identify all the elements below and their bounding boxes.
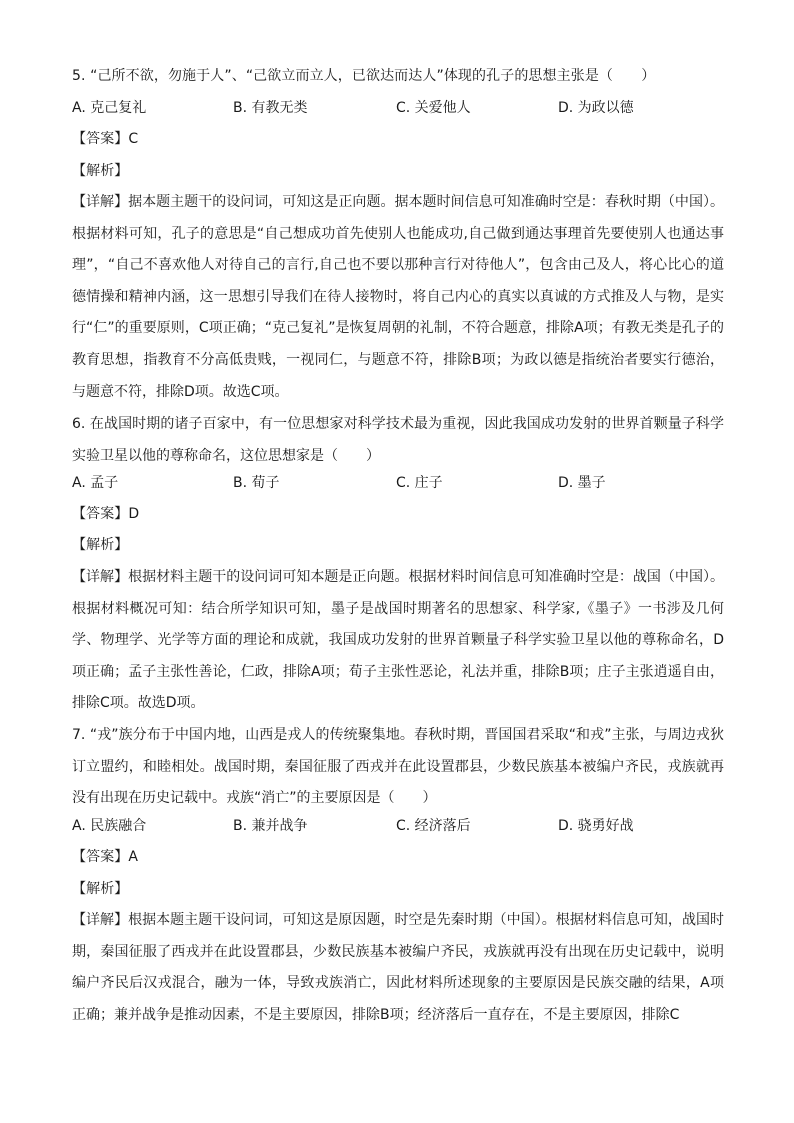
question-6-option-b: B. 荀子 — [233, 475, 280, 491]
question-5-analysis-label: 【解析】 — [72, 163, 129, 179]
question-7-option-c: C. 经济落后 — [396, 818, 471, 834]
question-7-detail: 【详解】根据本题主题干设问词，可知这是原因题，时空是先秦时期（中国）。根据材料信息可知，战国时期，秦国征服了西戎并在此设置郡县，少数民族基本被编户齐民，戎族就再没有出现在历史记载中，说明编户齐民后汉戎混合，融为一体，导致戎族消亡，因此材料所述现象的主要原因是民族交融的结果，A项正确；兼并战争是推动因素，不是主要原因，排除B项；经济落后一直存在，不是主要原因，排除C — [72, 912, 724, 1023]
question-5-stem: 5. “己所不欲，勿施于人”、“己欲立而立人，已欲达而达人”体现的孔子的思想主张是（ ） — [72, 68, 656, 84]
question-6-option-c: C. 庄子 — [396, 475, 443, 491]
question-6-analysis-label: 【解析】 — [72, 537, 129, 553]
question-6-option-a: A. 孟子 — [72, 475, 119, 491]
question-7-stem: 7. “戎”族分布于中国内地，山西是戎人的传统聚集地。春秋时期，晋国国君采取“和戎”主张，与周边戎狄订立盟约，和睦相处。战国时期，秦国征服了西戎并在此设置郡县，少数民族基本被编户齐民，戎族就再没有出现在历史记载中。戎族“消亡”的主要原因是（ ） — [72, 727, 724, 807]
question-7-analysis-label: 【解析】 — [72, 881, 129, 897]
question-7-answer: 【答案】A — [72, 849, 139, 865]
question-7-option-b: B. 兼并战争 — [233, 818, 308, 834]
question-5-detail: 【详解】据本题主题干的设问词，可知这是正向题。据本题时间信息可知准确时空是：春秋时期（中国）。根据材料可知，孔子的意思是“自己想成功首先使别人也能成功,自己做到通达事理首先要使别人也通达事理”，“自己不喜欢他人对待自己的言行,自己也不要以那种言行对待他人”，包含由己及人，将心比心的道德情操和精神内涵，这一思想引导我们在待人接物时，将自己内心的真实以真诚的方式推及人与物，是实行“仁”的重要原则，C项正确；“克己复礼”是恢复周朝的礼制，不符合题意，排除A项；有教无类是孔子的教育思想，指教育不分高低贵贱，一视同仁，与题意不符，排除B项；为政以德是指统治者要实行德治，与题意不符，排除D项。故选C项。 — [72, 194, 724, 400]
question-7-option-d: D. 骁勇好战 — [558, 818, 634, 834]
question-5-option-d: D. 为政以德 — [558, 100, 634, 116]
question-6-detail: 【详解】根据材料主题干的设问词可知本题是正向题。根据材料时间信息可知准确时空是：战国（中国）。根据材料概况可知：结合所学知识可知，墨子是战国时期著名的思想家、科学家,《墨子》一书涉及几何学、物理学、光学等方面的理论和成就，我国成功发射的世界首颗量子科学实验卫星以他的尊称命名，D项正确；孟子主张性善论，仁政，排除A项；荀子主张性恶论，礼法并重，排除B项；庄子主张逍遥自由，排除C项。故选D项。 — [72, 569, 724, 712]
question-6-stem: 6. 在战国时期的诸子百家中，有一位思想家对科学技术最为重视，因此我国成功发射的世界首颗量子科学实验卫星以他的尊称命名，这位思想家是（ ） — [72, 416, 724, 464]
question-5-option-b: B. 有教无类 — [233, 100, 308, 116]
question-5-option-a: A. 克己复礼 — [72, 100, 147, 116]
question-6-option-d: D. 墨子 — [558, 475, 606, 491]
question-5-answer: 【答案】C — [72, 131, 139, 147]
question-7-option-a: A. 民族融合 — [72, 818, 147, 834]
question-6-answer: 【答案】D — [72, 506, 140, 522]
question-5-option-c: C. 关爱他人 — [396, 100, 471, 116]
